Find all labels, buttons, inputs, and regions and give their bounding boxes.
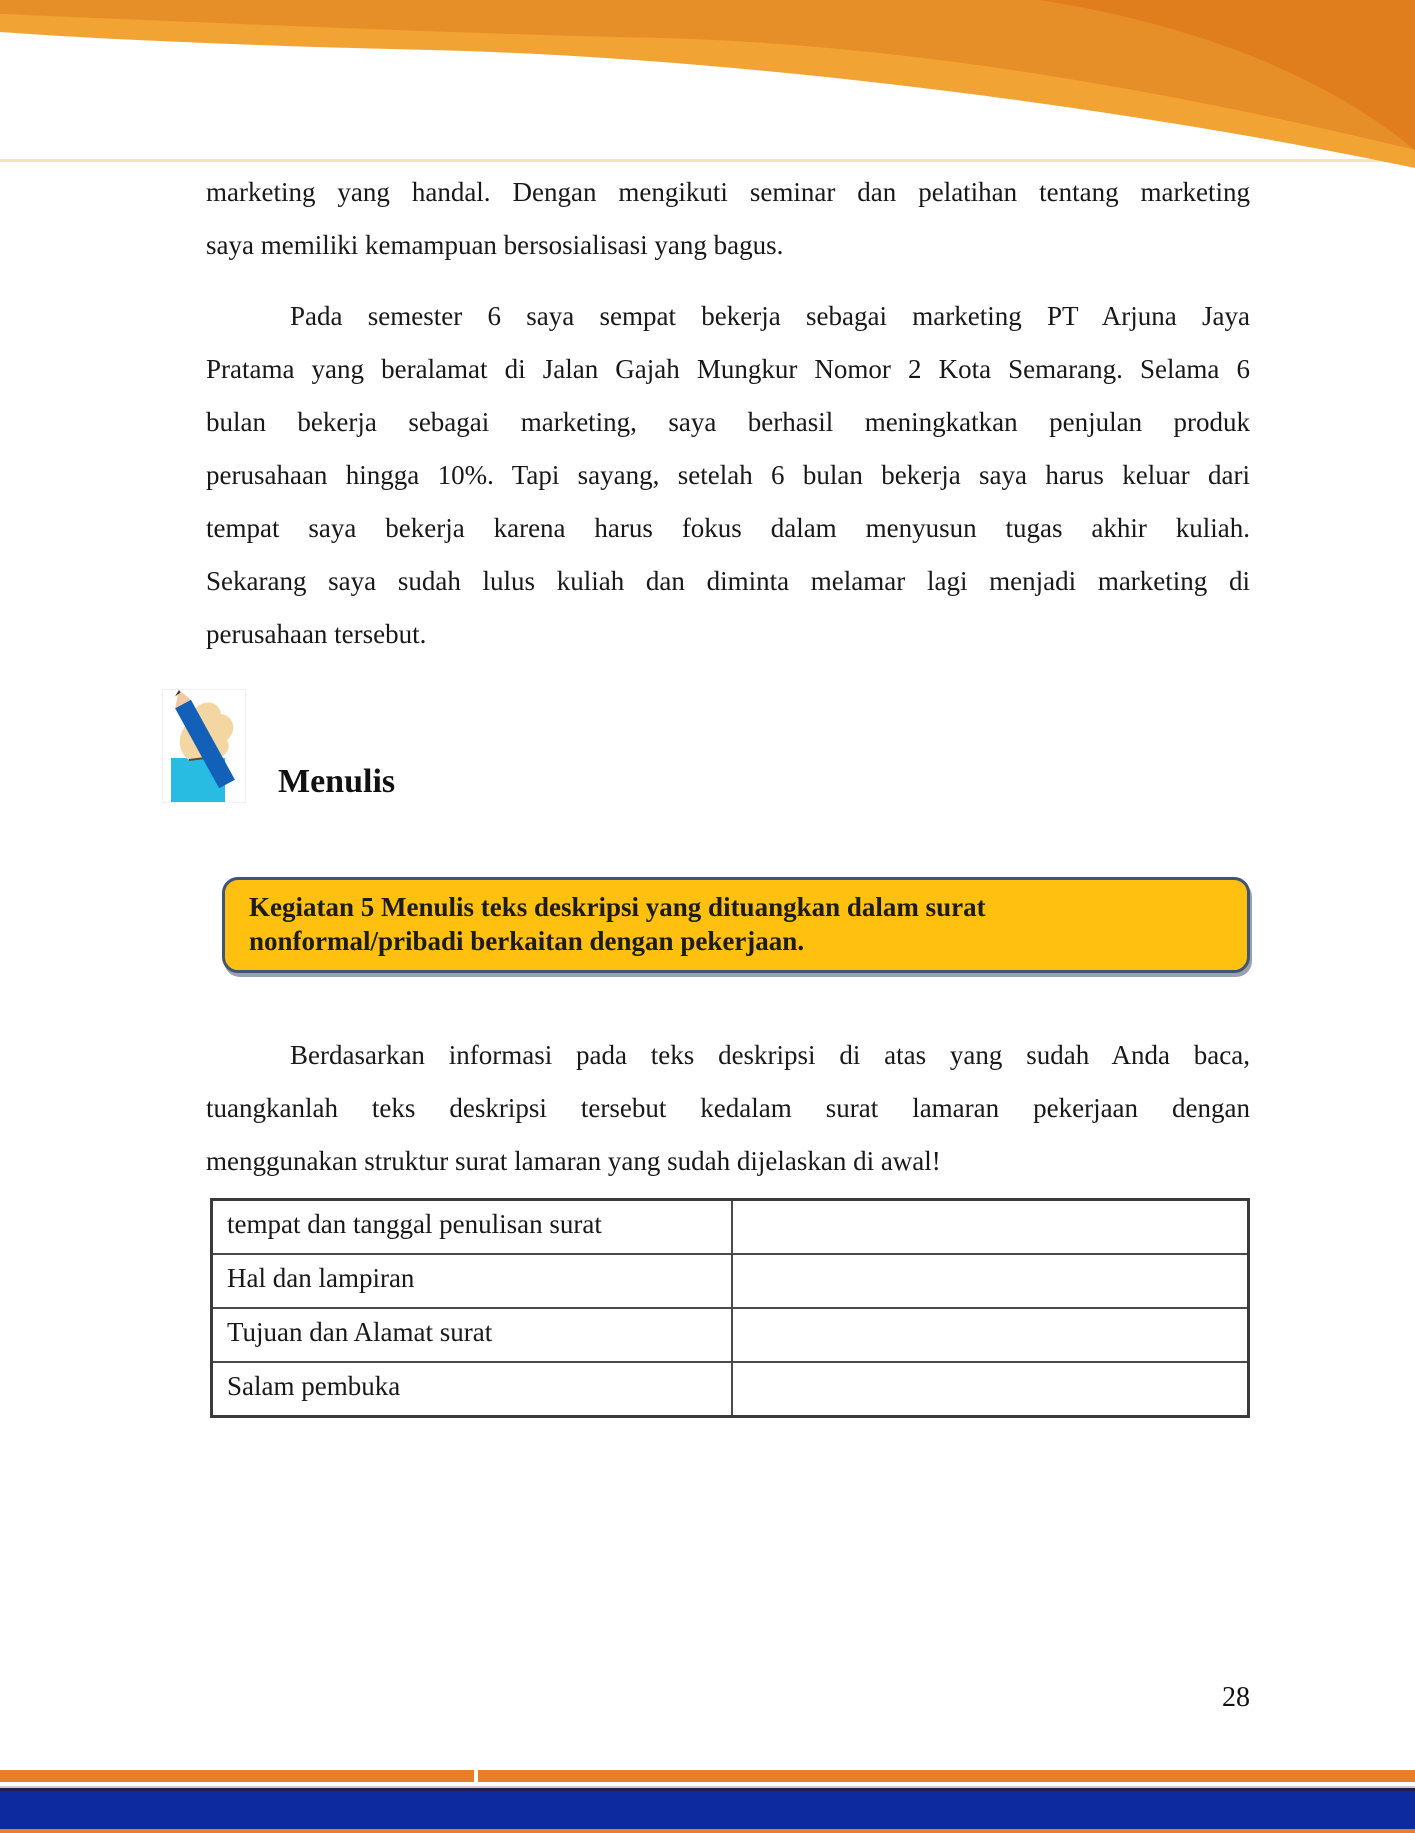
- row-answer-cell: [732, 1362, 1248, 1417]
- letter-structure-table-body: [212, 1200, 1249, 1417]
- pencil-in-hand-icon: [162, 689, 246, 803]
- text-line: nonformal/pribadi berkaitan dengan pekerjaan.: [249, 926, 805, 956]
- footer-bottom-orange-strip: [0, 1829, 1415, 1833]
- text-line: bulan bekerja sebagai marketing, saya berhasil meningkatkan penjulan produk: [206, 407, 1250, 437]
- section-heading: Menulis: [278, 763, 396, 800]
- row-answer-cell: [732, 1308, 1248, 1362]
- text-line: perusahaan tersebut.: [206, 619, 427, 649]
- row-answer-cell: [732, 1200, 1248, 1255]
- text-line: menggunakan struktur surat lamaran yang sudah dijelaskan di awal!: [206, 1146, 941, 1176]
- activity-instruction-box: [222, 877, 1250, 973]
- text-line: Sekarang saya sudah lulus kuliah dan diminta melamar lagi menjadi marketing di: [206, 566, 1250, 596]
- text-line: tempat saya bekerja karena harus fokus dalam menyusun tugas akhir kuliah.: [206, 513, 1250, 543]
- page-footer: [0, 1770, 1415, 1833]
- text-line: Berdasarkan informasi pada teks deskripsi di atas yang sudah Anda baca,: [290, 1040, 1250, 1070]
- table-row: [212, 1308, 1249, 1362]
- footer-orange-bar: [0, 1770, 1415, 1782]
- text-line: Pratama yang beralamat di Jalan Gajah Mungkur Nomor 2 Kota Semarang. Selama 6: [206, 354, 1250, 384]
- letter-structure-table: [210, 1198, 1250, 1418]
- row-label-cell: Salam pembuka: [212, 1362, 733, 1417]
- row-label-cell: Hal dan lampiran: [212, 1254, 733, 1308]
- text-line: Pada semester 6 saya sempat bekerja sebagai marketing PT Arjuna Jaya: [290, 301, 1250, 331]
- text-line: saya memiliki kemampuan bersosialisasi yang bagus.: [206, 230, 784, 260]
- row-answer-cell: [732, 1254, 1248, 1308]
- table-row: [212, 1200, 1249, 1255]
- text-line: perusahaan hingga 10%. Tapi sayang, setelah 6 bulan bekerja saya harus keluar dari: [206, 460, 1250, 490]
- row-label-cell: Tujuan dan Alamat surat: [212, 1308, 733, 1362]
- text-line: Kegiatan 5 Menulis teks deskripsi yang dituangkan dalam surat: [249, 892, 986, 922]
- body-paragraph-2: [206, 290, 1250, 661]
- text-line: marketing yang handal. Dengan mengikuti seminar dan pelatihan tentang marketing: [206, 177, 1250, 207]
- table-row: [212, 1362, 1249, 1417]
- page-number: 28: [1222, 1682, 1250, 1713]
- body-paragraph-1: [206, 166, 1250, 272]
- footer-blue-bar: [0, 1788, 1415, 1829]
- footer-orange-bar-divider: [474, 1770, 478, 1782]
- table-row: [212, 1254, 1249, 1308]
- text-line: tuangkanlah teks deskripsi tersebut kedalam surat lamaran pekerjaan dengan: [206, 1093, 1250, 1123]
- section-heading-row: [162, 687, 1250, 803]
- body-paragraph-3: [206, 1029, 1250, 1188]
- row-label-cell: tempat dan tanggal penulisan surat: [212, 1200, 733, 1255]
